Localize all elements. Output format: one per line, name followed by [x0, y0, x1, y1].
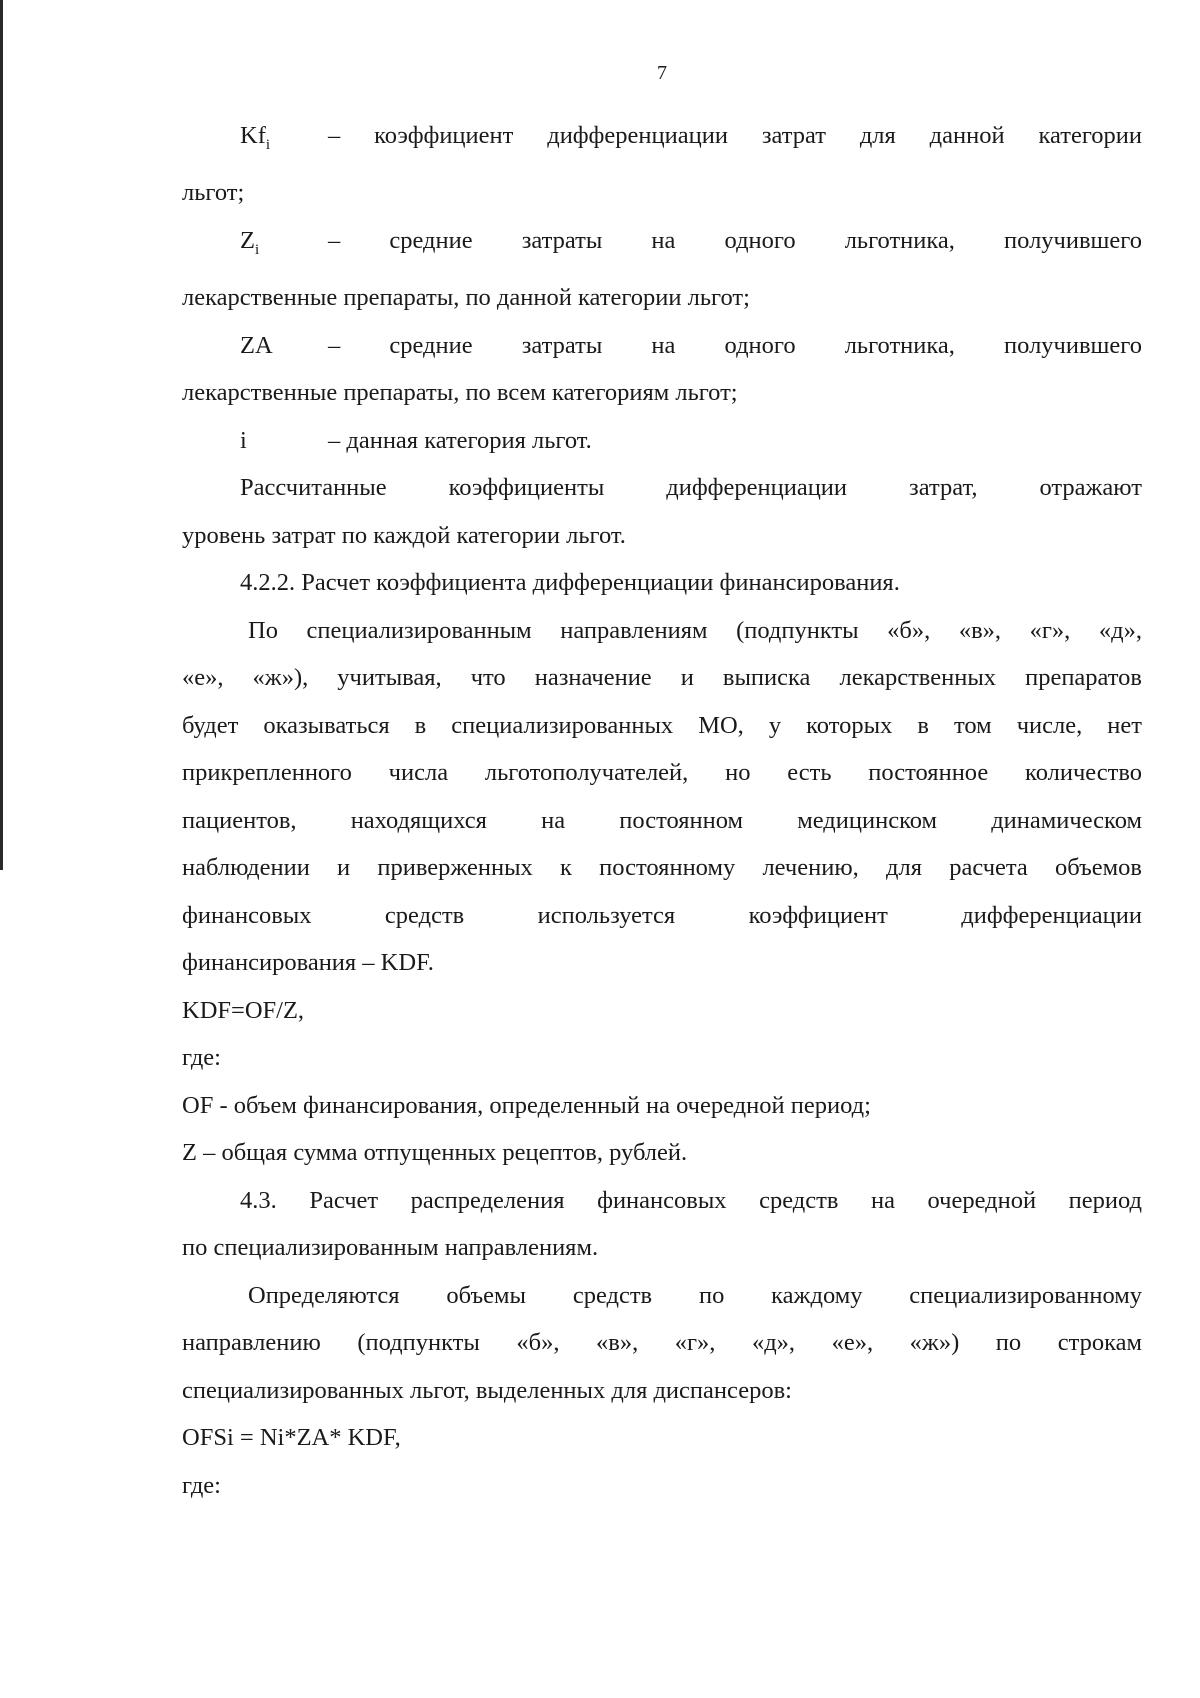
definition-description: – средние затраты на одного льготника, получившего — [328, 331, 1142, 359]
term-symbol: i — [240, 426, 247, 454]
scan-edge-shadow — [0, 0, 3, 870]
definition-kfi — [182, 112, 1142, 169]
page-number: 7 — [657, 62, 667, 84]
paragraph-determine-line: Определяются объемы средств по каждому специализированному — [248, 1281, 1142, 1309]
paragraph-specialized-line: финансовых средств используется коэффициент дифференциации — [182, 901, 1142, 929]
formula-kdf: KDF=OF/Z, — [182, 996, 305, 1024]
paragraph-specialized-line: будет оказываться в специализированных МО, у которых в том числе, нет — [182, 711, 1142, 739]
term-symbol: Z — [240, 226, 255, 254]
formula-ofsi: OFSi = Ni*ZA* KDF, — [182, 1424, 401, 1452]
definition-term — [240, 112, 328, 169]
definition-description: – данная категория льгот. — [328, 426, 592, 454]
paragraph-specialized-line: наблюдении и приверженных к постоянному лечению, для расчета объемов — [182, 854, 1142, 882]
term-symbol: ZA — [240, 331, 273, 359]
definition-description: – средние затраты на одного льготника, получившего — [328, 226, 1142, 254]
paragraph-determine-line: специализированных льгот, выделенных для диспансеров: — [182, 1376, 792, 1404]
definition-i — [182, 417, 1142, 465]
section-heading-4-2-2: 4.2.2. Расчет коэффициента дифференциации финансирования. — [240, 569, 900, 597]
definition-zi — [182, 217, 1142, 274]
definition-term — [240, 417, 328, 465]
paragraph-specialized-line: «е», «ж»), учитывая, что назначение и выписка лекарственных препаратов — [182, 664, 1142, 692]
section-heading-4-3-continuation: по специализированным направлениям. — [182, 1234, 599, 1262]
definition-term — [240, 322, 328, 370]
definition-continuation: лекарственные препараты, по данной категории льгот; — [182, 284, 750, 312]
definition-za — [182, 322, 1142, 370]
definition-z: Z – общая сумма отпущенных рецептов, рублей. — [182, 1139, 688, 1167]
term-subscript: i — [265, 136, 271, 153]
paragraph-specialized-line: пациентов, находящихся на постоянном медицинском динамическом — [182, 806, 1142, 834]
paragraph-specialized-line: По специализированным направлениям (подпункты «б», «в», «г», «д», — [248, 616, 1142, 644]
where-label: где: — [182, 1471, 221, 1499]
term-subscript: i — [254, 241, 260, 258]
paragraph-specialized-line: прикрепленного числа льготополучателей, но есть постоянное количество — [182, 759, 1142, 787]
where-label: где: — [182, 1044, 221, 1072]
paragraph-calculated-line: уровень затрат по каждой категории льгот. — [182, 521, 626, 549]
definition-continuation: льгот; — [182, 179, 245, 207]
section-heading-4-3: 4.3. Расчет распределения финансовых средств на очередной период — [240, 1186, 1142, 1214]
definition-term — [240, 217, 328, 274]
paragraph-determine-line: направлению (подпункты «б», «в», «г», «д», «е», «ж») по строкам — [182, 1329, 1142, 1357]
document-body — [182, 112, 1142, 1509]
paragraph-calculated-line: Рассчитанные коэффициенты дифференциации затрат, отражают — [240, 474, 1142, 502]
paragraph-specialized-line: финансирования – KDF. — [182, 949, 434, 977]
definition-description: – коэффициент дифференциации затрат для данной категории — [328, 122, 1142, 149]
definition-continuation: лекарственные препараты, по всем категориям льгот; — [182, 379, 738, 407]
definition-of: OF - объем финансирования, определенный на очередной период; — [182, 1091, 871, 1119]
term-symbol: Kf — [240, 122, 266, 149]
